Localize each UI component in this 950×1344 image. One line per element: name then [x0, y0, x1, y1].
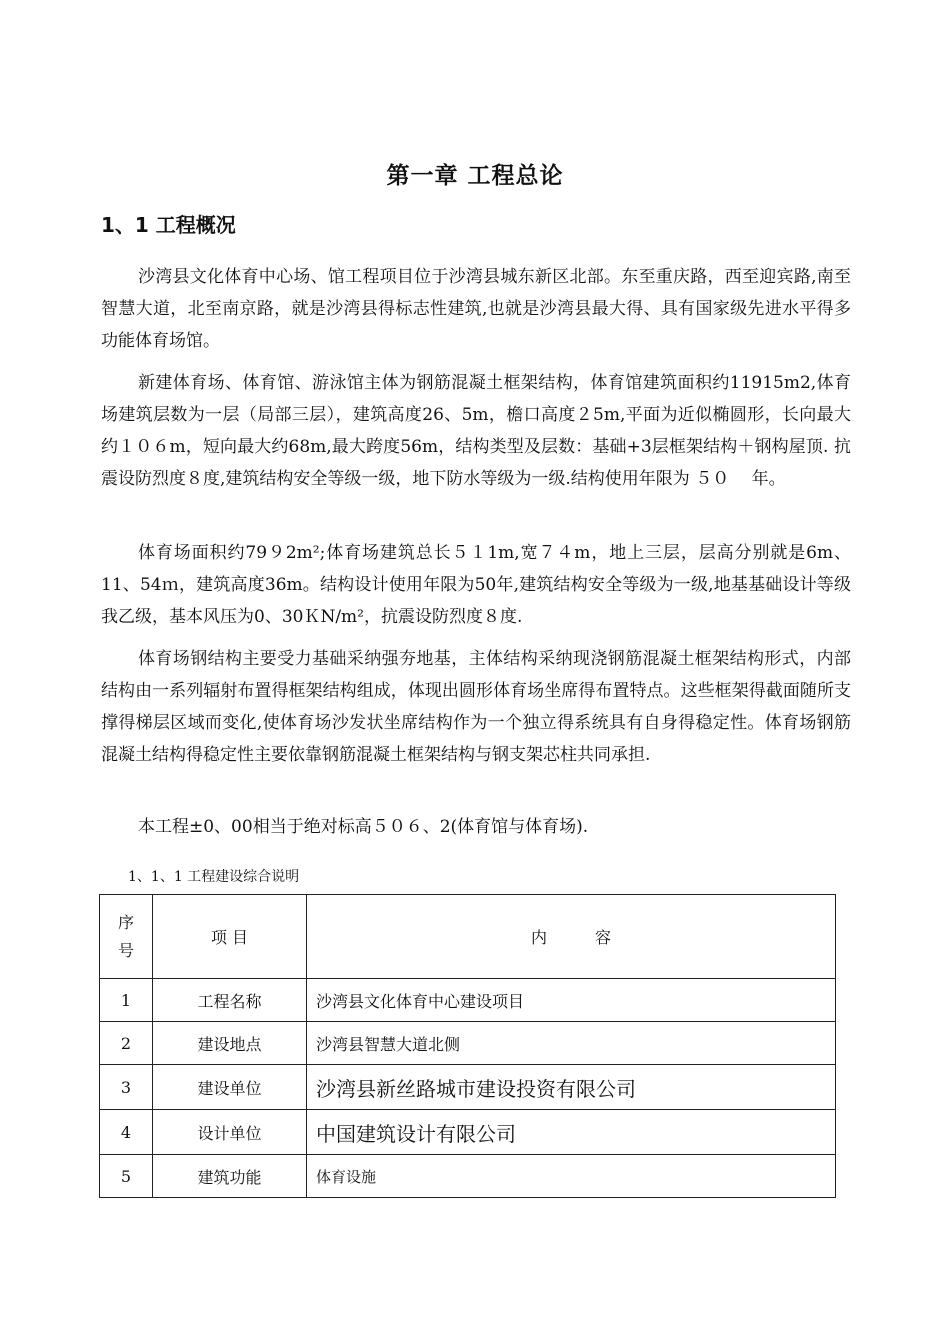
header-item: 项 目 [153, 895, 307, 979]
row-no: 2 [100, 1022, 153, 1065]
row-item: 建设地点 [153, 1022, 307, 1065]
row-content: 中国建筑设计有限公司 [307, 1110, 836, 1155]
row-no: 3 [100, 1065, 153, 1110]
row-item: 建筑功能 [153, 1155, 307, 1198]
row-content: 沙湾县文化体育中心建设项目 [307, 979, 836, 1022]
table-caption: 1、1、1 工程建设综合说明 [128, 869, 300, 885]
paragraph-stadium-area: 体育场面积约79９2m²;体育场建筑总长５１1m,宽７４m，地上三层，层高分别就是6m、11、54ｍ，建筑高度36m。结构设计使用年限为50年,建筑结构安全等级为一级,地基基础设计等级我乙级，基本风压为0、30ＫN/m²，抗震设防烈度８度. [101, 543, 851, 627]
paragraph-steel-structure: 体育场钢结构主要受力基础采纳强夯地基，主体结构采纳现浇钢筋混凝土框架结构形式，内部结构由一系列辐射布置得框架结构组成，体现出圆形体育场坐席得布置特点。这些框架得截面随所支撑得梯层区域而变化,使体育场沙发状坐席结构作为一个独立得系统具有自身得稳定性。体育场钢筋混凝土结构得稳定性主要依靠钢筋混凝土框架结构与钢支架芯柱共同承担. [101, 649, 851, 765]
table-row [100, 1155, 836, 1198]
section-title: 1、1 工程概况 [101, 213, 236, 237]
row-no: 5 [100, 1155, 153, 1198]
row-content: 沙湾县新丝路城市建设投资有限公司 [307, 1065, 836, 1110]
paragraph-elevation: 本工程±0、00相当于绝对标高５０６、2(体育馆与体育场). [138, 817, 589, 837]
row-no: 4 [100, 1110, 153, 1155]
row-no: 1 [100, 979, 153, 1022]
row-item: 工程名称 [153, 979, 307, 1022]
header-content: 内 容 [307, 895, 836, 979]
chapter-title: 第一章 工程总论 [386, 163, 564, 189]
table-row [100, 1065, 836, 1110]
paragraph-structure: 新建体育场、体育馆、游泳馆主体为钢筋混凝土框架结构，体育馆建筑面积约11915m2,体育场建筑层数为一层（局部三层），建筑高度26、5m，檐口高度２5m,平面为近似椭圆形，长向最大约１０６m，短向最大约68m,最大跨度56m，结构类型及层数：基础+3层框架结构＋钢构屋顶. 抗震设防烈度８度,建筑结构安全等级一级，地下防水等级为一级.结构使用年限为 ５０ 年。 [101, 373, 851, 489]
row-item: 建设单位 [153, 1065, 307, 1110]
row-content: 体育设施 [307, 1155, 836, 1198]
row-item: 设计单位 [153, 1110, 307, 1155]
row-content: 沙湾县智慧大道北侧 [307, 1022, 836, 1065]
paragraph-location: 沙湾县文化体育中心场、馆工程项目位于沙湾县城东新区北部。东至重庆路，西至迎宾路,南至智慧大道，北至南京路，就是沙湾县得标志性建筑,也就是沙湾县最大得、具有国家级先进水平得多功能体育场馆。 [101, 267, 851, 351]
table-row [100, 979, 836, 1022]
project-info-table [99, 894, 836, 1198]
table-row [100, 1022, 836, 1065]
header-no: 序 号 [100, 895, 153, 979]
table-row [100, 1110, 836, 1155]
table-header-row [100, 895, 836, 979]
